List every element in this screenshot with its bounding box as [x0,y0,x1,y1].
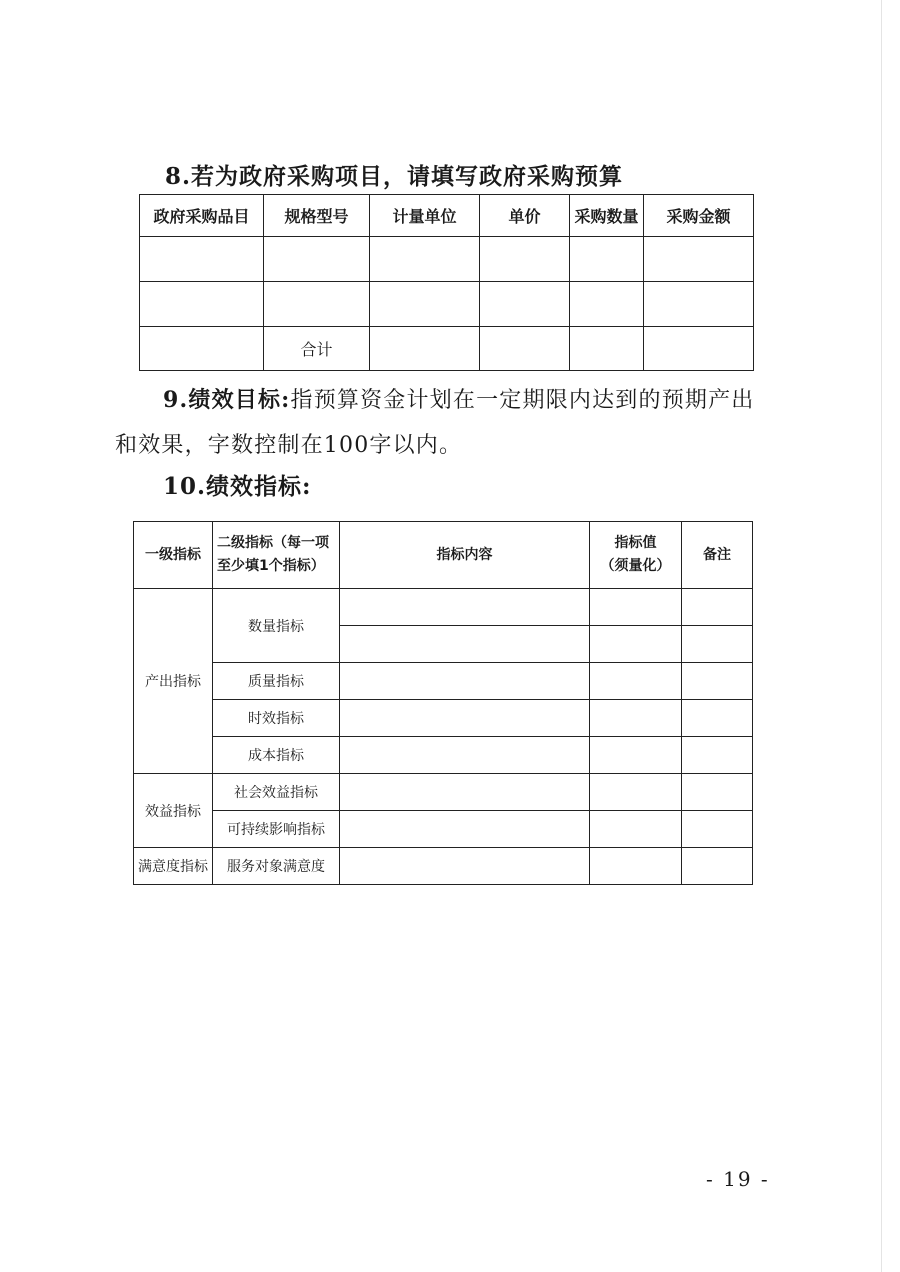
item-quantity: 数量指标 [213,589,340,663]
header-level2 [213,522,340,589]
procurement-cell[interactable] [264,282,370,327]
item-timeliness: 时效指标 [213,700,340,737]
remark-cell[interactable] [682,774,753,811]
remark-cell[interactable] [682,626,753,663]
header-content: 指标内容 [340,522,590,589]
procurement-cell[interactable] [570,282,644,327]
remark-cell[interactable] [682,848,753,885]
group-benefit: 效益指标 [134,774,213,848]
header-remark: 备注 [682,522,753,589]
col-header-quantity: 采购数量 [570,195,644,237]
item-sustainable: 可持续影响指标 [213,811,340,848]
content-cell[interactable] [340,663,590,700]
content-cell[interactable] [340,589,590,626]
table-row [134,663,753,700]
procurement-cell[interactable] [370,282,480,327]
page-number: - 19 - [706,1167,770,1191]
col-header-amount: 采购金额 [644,195,754,237]
indicator-header-row [134,522,753,589]
item-quality: 质量指标 [213,663,340,700]
procurement-cell[interactable] [370,327,480,371]
header-level2-line1: 二级指标（每一项 [217,535,329,551]
goal-paragraph [115,378,787,468]
header-value-line2: （须量化） [600,558,671,574]
header-level1: 一级指标 [134,522,213,589]
procurement-cell[interactable] [140,327,264,371]
value-cell[interactable] [590,663,682,700]
total-amount-cell[interactable] [644,327,754,371]
procurement-heading: 8.若为政府采购项目，请填写政府采购预算 [165,163,624,190]
content-cell[interactable] [340,811,590,848]
table-row [134,737,753,774]
procurement-cell[interactable] [480,237,570,282]
col-header-unit: 计量单位 [370,195,480,237]
content-cell[interactable] [340,848,590,885]
value-cell[interactable] [590,589,682,626]
table-row [134,848,753,885]
col-header-spec: 规格型号 [264,195,370,237]
col-header-item: 政府采购品目 [140,195,264,237]
item-service: 服务对象满意度 [213,848,340,885]
remark-cell[interactable] [682,589,753,626]
value-cell[interactable] [590,626,682,663]
table-row [140,282,754,327]
remark-cell[interactable] [682,663,753,700]
goal-text-1: 指预算资金计划在一定期限内达到的预期产出 [290,388,755,413]
group-satisfaction: 满意度指标 [134,848,213,885]
value-cell[interactable] [590,848,682,885]
remark-cell[interactable] [682,811,753,848]
procurement-cell[interactable] [140,237,264,282]
goal-line-1 [115,378,787,423]
procurement-cell[interactable] [480,282,570,327]
content-cell[interactable] [340,700,590,737]
indicators-heading: 10.绩效指标: [163,473,312,500]
remark-cell[interactable] [682,700,753,737]
goal-label: 9.绩效目标: [163,387,291,413]
total-row [140,327,754,371]
indicator-table [133,521,753,885]
value-cell[interactable] [590,737,682,774]
procurement-cell[interactable] [644,282,754,327]
procurement-cell[interactable] [370,237,480,282]
procurement-cell[interactable] [264,237,370,282]
col-header-price: 单价 [480,195,570,237]
value-cell[interactable] [590,700,682,737]
procurement-cell[interactable] [140,282,264,327]
content-cell[interactable] [340,737,590,774]
table-row [134,774,753,811]
procurement-cell[interactable] [644,237,754,282]
procurement-table [139,194,754,371]
value-cell[interactable] [590,774,682,811]
item-cost: 成本指标 [213,737,340,774]
total-label: 合计 [264,327,370,371]
header-value-line1: 指标值 [614,535,657,551]
procurement-cell[interactable] [570,237,644,282]
page-edge [881,0,882,1272]
table-row [134,811,753,848]
content-cell[interactable] [340,774,590,811]
goal-text-2: 和效果，字数控制在100字以内。 [115,433,463,458]
header-value [590,522,682,589]
value-cell[interactable] [590,811,682,848]
procurement-header-row [140,195,754,237]
procurement-cell[interactable] [480,327,570,371]
remark-cell[interactable] [682,737,753,774]
table-row [140,237,754,282]
content-cell[interactable] [340,626,590,663]
table-row [134,589,753,626]
table-row [134,700,753,737]
procurement-cell[interactable] [570,327,644,371]
header-level2-line2: 至少填1个指标） [217,558,325,574]
item-social: 社会效益指标 [213,774,340,811]
group-output: 产出指标 [134,589,213,774]
